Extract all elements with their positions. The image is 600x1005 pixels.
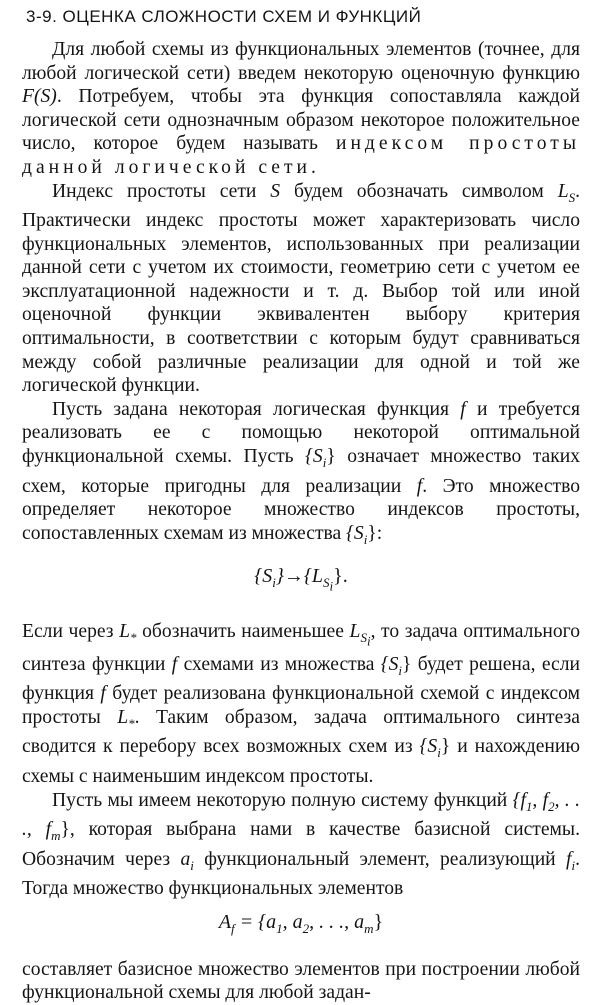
math-sub: i [571, 857, 576, 873]
math-l: L [117, 706, 129, 728]
math-l: L [119, 620, 131, 642]
math-sub: * [130, 629, 137, 645]
math-sub: i [322, 454, 327, 470]
math-brace: } [402, 653, 412, 675]
math-sub: 1 [276, 920, 283, 936]
formula-basis-set [22, 909, 580, 942]
math-set: {S [305, 446, 323, 467]
math-set: {S [419, 736, 438, 758]
math-sub: * [128, 715, 135, 731]
text: Для любой схемы из функциональных элементов (точнее, для любой логической сети) введем некоторую оценочную функцию [22, 39, 580, 84]
text: функциональный элемент, реализующий [193, 848, 566, 870]
paragraph-1 [22, 38, 580, 180]
paragraph-6: составляет базисное множество элементов при построении любой функциональной схемы для любой задан- [22, 958, 580, 1004]
math-sub: S [568, 189, 576, 205]
math: = {a [234, 910, 277, 933]
math-brace: }. [333, 565, 348, 588]
section-heading: 3-9. ОЦЕНКА СЛОЖНОСТИ СХЕМ И ФУНКЦИЙ [26, 7, 422, 26]
text: . Потребуем, чтобы эта функция сопоставляла каждой логической сети однозначным образом некоторое положительное число, которое будем называть [22, 86, 580, 155]
math-f: f [460, 398, 466, 420]
math-f: f [100, 683, 106, 705]
math-subsub: i [366, 633, 371, 649]
text: Пусть мы имеем некоторую полную систему функций [52, 789, 513, 811]
math-f: f [566, 848, 572, 870]
math-sub: 1 [525, 798, 533, 814]
math-sub: S [323, 575, 330, 591]
math-f: f [416, 475, 423, 497]
math-set: {f [512, 789, 526, 811]
math-sub: m [364, 920, 374, 936]
math-sub: i [363, 531, 368, 547]
math-sub: i [398, 662, 403, 678]
math-l: L [349, 620, 361, 642]
math-f: f [171, 653, 178, 675]
text: будем обозначать символом [280, 180, 558, 202]
text: означает множество таких схем, которые пригодны для реализации [22, 446, 581, 497]
math-brace: } [60, 819, 70, 841]
formula-mapping [22, 563, 580, 600]
math: , a [282, 910, 303, 933]
paragraph-3 [22, 398, 580, 551]
math-l: L [557, 180, 569, 202]
math-subsub: i [329, 578, 334, 594]
math-s: S [270, 180, 281, 202]
math-sub: 2 [302, 920, 310, 936]
math-sub: i [437, 745, 441, 761]
text: . Практически индекс простоты может характеризовать число функциональных элементов, использованных при реализации данной сети с учетом их стоимости, геометрию сети с учетом ее эксплуатационной надежности и т. д. Выбор той или иной оценочной функции эквивалентен выбору критерия оптимальности, в соответствии с которым будут сравниваться между собой различные реализации для одной и той же логической функции. [22, 180, 580, 397]
text: будет реализована функциональной схемой с индексом простоты [22, 683, 580, 728]
math-a: A [218, 910, 232, 933]
math-brace: } [373, 910, 384, 933]
math-sub: S [360, 629, 367, 645]
math-set: {S [380, 653, 399, 675]
math-brace: }: [367, 522, 383, 544]
math: , . . ., a [309, 910, 365, 933]
text: . Тогда множество функциональных элементов [22, 848, 580, 900]
math-sub: m [51, 827, 61, 843]
text: и нахождению схемы с наименьшим индексом простоты. [22, 736, 580, 787]
text: Индекс простоты сети [52, 180, 271, 202]
text: Если через [22, 620, 120, 642]
text: и требуется реализовать ее с помощью некоторой оптимальной функциональной схемы. Пусть [22, 398, 581, 467]
math: }→{L [275, 565, 323, 588]
math-brace: } [440, 736, 451, 758]
math-brace: } [326, 446, 336, 467]
math: , . . ., f [22, 789, 580, 841]
math-a: a [180, 848, 191, 870]
text: , то задача оптимального синтеза функции [22, 620, 581, 675]
text: . Это множество определяет некоторое множество индексов простоты, сопоставленных схемам из множества [22, 475, 580, 544]
text: обозначить наименьшее [136, 620, 350, 642]
text: Пусть задана некоторая логическая функция [52, 398, 461, 420]
text: . [311, 156, 316, 178]
math: , f [532, 789, 549, 811]
math-f-of-s: F(S) [22, 86, 57, 108]
text: будет решена, если функция [22, 653, 581, 705]
paragraph-5 [22, 789, 580, 901]
text: , которая выбрана нами в качестве базисной системы. Обозначим через [22, 819, 580, 870]
paragraph-2 [22, 180, 580, 398]
math-sub: f [231, 920, 235, 936]
emphasized-term: индексом простоты данной логической сети [22, 133, 581, 178]
math: {S [254, 565, 273, 588]
math-set: {S [346, 522, 364, 544]
text: . Таким образом, задача оптимального синтеза сводится к перебору всех возможных схем из [22, 706, 580, 758]
text: схемами из множества [177, 653, 381, 675]
math-sub: 2 [548, 798, 555, 814]
math-sub: i [272, 575, 276, 591]
paragraph-4 [22, 620, 580, 789]
math-sub: i [190, 857, 194, 873]
